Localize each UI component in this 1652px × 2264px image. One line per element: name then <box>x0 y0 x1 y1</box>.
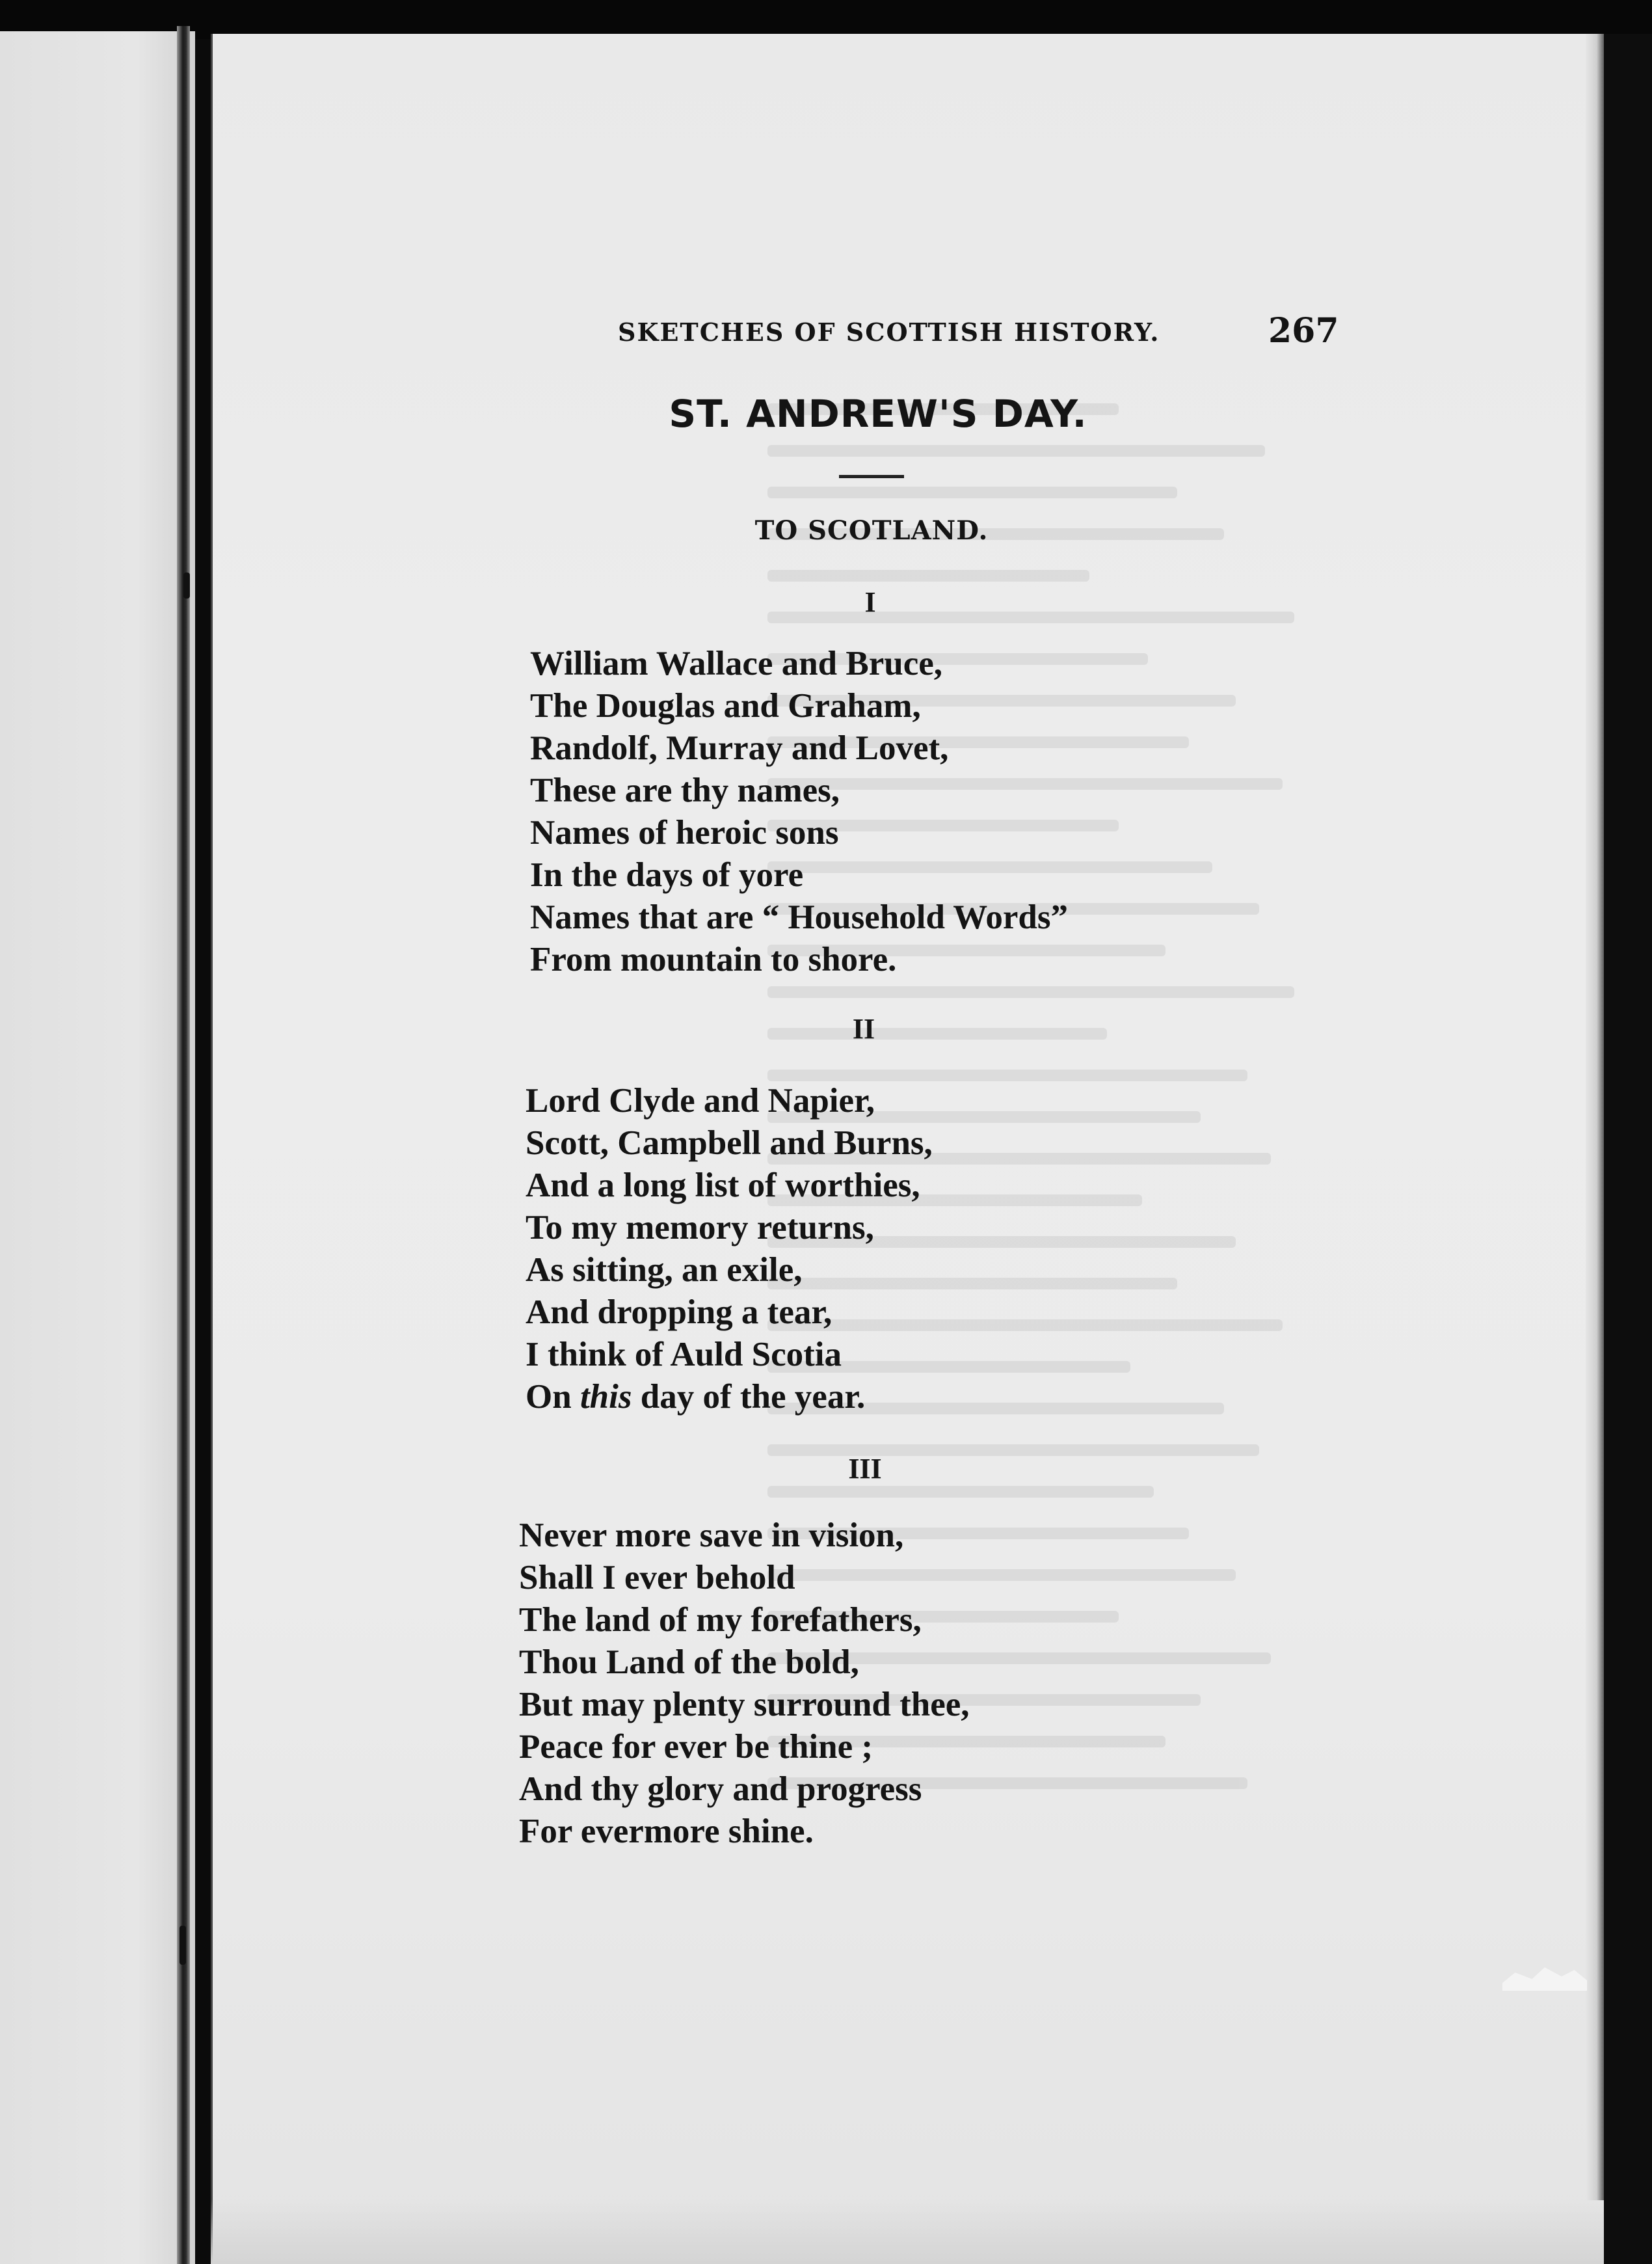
binding-stitch <box>180 1926 186 1965</box>
poem-line-start: On <box>526 1378 580 1416</box>
scanner-background-right <box>1604 34 1652 2264</box>
poem-line: From mountain to shore. <box>530 941 897 978</box>
poem-line: William Wallace and Bruce, <box>530 645 943 682</box>
stanza-number: II <box>852 1013 875 1045</box>
poem-line: In the days of yore <box>530 856 804 894</box>
poem-line: The Douglas and Graham, <box>530 687 921 725</box>
poem-line: To my memory returns, <box>526 1209 874 1247</box>
facing-page-edge <box>0 31 195 2264</box>
scanner-background-top <box>0 0 1652 39</box>
stanza-number: I <box>864 586 876 618</box>
page-number: 267 <box>1268 311 1339 351</box>
poem-line: For evermore shine. <box>519 1813 814 1850</box>
poem-line: Randolf, Murray and Lovet, <box>530 729 949 767</box>
poem-line: Peace for ever be thine ; <box>519 1728 873 1766</box>
stanza-1 <box>530 643 1068 981</box>
poem-line: Lord Clyde and Napier, <box>526 1082 875 1120</box>
poem-line: The land of my forefathers, <box>519 1601 922 1639</box>
poem-line: And dropping a tear, <box>526 1293 833 1331</box>
poem-line: Scott, Campbell and Burns, <box>526 1124 933 1162</box>
stanza-2 <box>526 1080 933 1418</box>
poem-line: Thou Land of the bold, <box>519 1643 859 1681</box>
poem-line: And a long list of worthies, <box>526 1166 920 1204</box>
poem-line: But may plenty surround thee, <box>519 1686 970 1723</box>
title-rule <box>839 475 904 478</box>
poem-line: As sitting, an exile, <box>526 1251 803 1289</box>
page-bottom-shade <box>211 2199 1604 2264</box>
page-edge-shadow <box>1586 34 1604 2200</box>
poem-line: These are thy names, <box>530 772 840 809</box>
poem-line: Shall I ever behold <box>519 1559 795 1597</box>
poem-line: Never more save in vision, <box>519 1516 904 1554</box>
poem-line-end: day of the year. <box>632 1378 866 1416</box>
poem-line: Names that are “ Household Words” <box>530 898 1068 936</box>
poem-line <box>526 1376 933 1418</box>
stanza-number: III <box>848 1453 882 1485</box>
emphasis-word: this <box>580 1378 632 1416</box>
poem-line: I think of Auld Scotia <box>526 1336 842 1373</box>
running-head: SKETCHES OF SCOTTISH HISTORY. <box>618 317 1160 347</box>
poem-dedication: TO SCOTLAND. <box>754 515 989 546</box>
stanza-3 <box>519 1515 970 1853</box>
binding-stitch <box>183 573 190 599</box>
poem-line: And thy glory and progress <box>519 1770 922 1808</box>
poem-line: Names of heroic sons <box>530 814 839 852</box>
poem-title: ST. ANDREW'S DAY. <box>669 392 1087 436</box>
